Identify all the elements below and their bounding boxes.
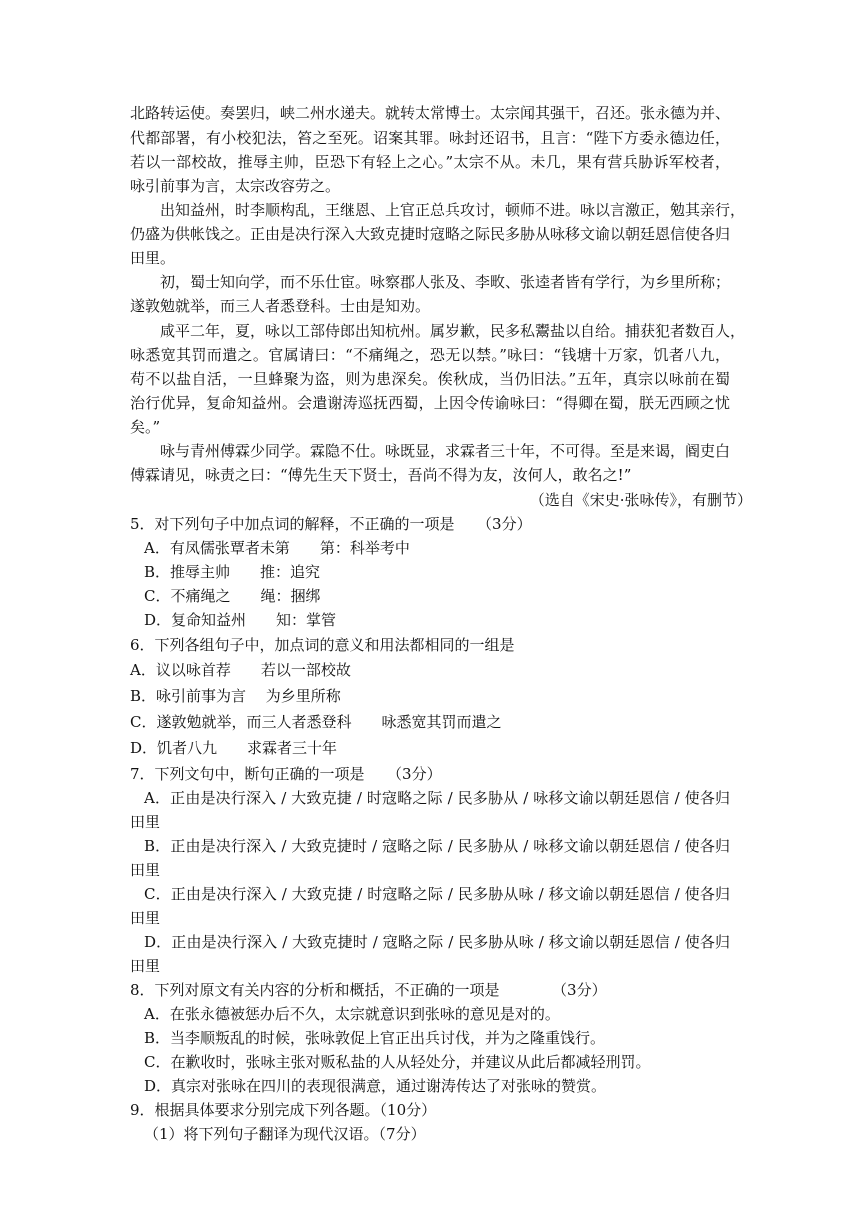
question-7-option-c-cont: 田里 bbox=[130, 909, 161, 927]
passage-line: 咏引前事为言，太宗改容劳之。 bbox=[130, 177, 341, 195]
question-5-option-c: C．不痛绳之 绳：捆绑 bbox=[144, 587, 321, 605]
passage-line: 矣。” bbox=[130, 418, 161, 436]
question-5-option-b: B．推辱主帅 推：追究 bbox=[144, 563, 321, 581]
question-7-option-a-cont: 田里 bbox=[130, 813, 161, 831]
passage-line: 田里。 bbox=[130, 249, 176, 267]
passage-line: 咏与青州傅霖少同学。霖隐不仕。咏既显，求霖者三十年，不可得。至是来谒，阍吏白 bbox=[160, 442, 731, 460]
question-7-option-c: C．正由是决行深入 / 大致克捷 / 时寇略之际 / 民多胁从咏 / 移文谕以朝廷恩信 / 使各归 bbox=[144, 885, 730, 903]
question-8-option-d: D．真宗对张咏在四川的表现很满意，通过谢涛传达了对张咏的赞赏。 bbox=[144, 1077, 607, 1095]
question-7-option-d: D．正由是决行深入 / 大致克捷时 / 寇略之际 / 民多胁从咏 / 移文谕以朝廷恩信 / 使各归 bbox=[144, 933, 730, 951]
question-5-option-d: D．复命知益州 知：掌管 bbox=[144, 611, 337, 629]
question-5-option-a: A．有凤儒张覃者未第 第：科举考中 bbox=[144, 539, 410, 557]
passage-line: 苟不以盐自活，一旦蜂聚为盗，则为患深矣。俟秋成，当仍旧法。”五年，真宗以咏前在蜀 bbox=[130, 370, 730, 388]
question-5-stem: 5．对下列句子中加点词的解释，不正确的一项是 （3分） bbox=[130, 515, 532, 533]
passage-line: 出知益州，时李顺构乱，王继恩、上官正总兵攻讨，顿师不进。咏以言激正，勉其亲行， bbox=[160, 201, 746, 219]
question-9-stem: 9．根据具体要求分别完成下列各题。（10分） bbox=[130, 1101, 437, 1119]
passage-line: 若以一部校故，推辱主帅，臣恐下有轻上之心。”太宗不从。未几，果有营兵胁诉军校者， bbox=[130, 153, 730, 171]
passage-line: 咏悉宽其罚而遣之。官属请曰：“不痛绳之，恐无以禁。”咏曰：“钱塘十万家，饥者八九， bbox=[130, 346, 730, 364]
question-7-option-d-cont: 田里 bbox=[130, 957, 161, 975]
question-7-option-b-cont: 田里 bbox=[130, 861, 161, 879]
question-6-stem: 6．下列各组句子中，加点词的意义和用法都相同的一组是 bbox=[130, 636, 515, 654]
passage-line: 初，蜀士知向学，而不乐仕宦。咏察郡人张及、李畋、张逵者皆有学行，为乡里所称； bbox=[160, 273, 731, 291]
question-8-option-a: A．在张永德被惩办后不久，太宗就意识到张咏的意见是对的。 bbox=[144, 1005, 560, 1023]
passage-line: 北路转运使。奏罢归，峡二州水递夫。就转太常博士。太宗闻其强干，召还。张永德为并、 bbox=[130, 104, 731, 122]
passage-source: （选自《宋史·张咏传》，有删节） bbox=[529, 491, 752, 509]
question-9-subquestion-1: （1）将下列句子翻译为现代汉语。（7分） bbox=[144, 1125, 426, 1143]
question-6-option-c: C．遂敦勉就举，而三人者悉登科 咏悉宽其罚而遣之 bbox=[130, 713, 502, 731]
passage-line: 治行优异，复命知益州。会遣谢涛巡抚西蜀，上因令传谕咏曰：“得卿在蜀，朕无西顾之忧 bbox=[130, 394, 730, 412]
passage-line: 代都部署，有小校犯法，笞之至死。诏案其罪。咏封还诏书，且言：“陛下方委永德边任， bbox=[130, 129, 730, 147]
question-6-option-d: D．饥者八九 求霖者三十年 bbox=[130, 739, 338, 757]
question-7-option-b: B．正由是决行深入 / 大致克捷时 / 寇略之际 / 民多胁从 / 咏移文谕以朝廷恩信 / 使各归 bbox=[144, 837, 730, 855]
question-8-option-c: C．在歉收时，张咏主张对贩私盐的人从轻处分，并建议从此后都减轻刑罚。 bbox=[144, 1053, 651, 1071]
passage-line: 遂敦勉就举，而三人者悉登科。士由是知劝。 bbox=[130, 297, 431, 315]
question-6-option-a: A．议以咏首荐 若以一部校故 bbox=[130, 661, 351, 679]
passage-line: 咸平二年，夏，咏以工部侍郎出知杭州。属岁歉，民多私鬻盐以自给。捕获犯者数百人， bbox=[160, 322, 746, 340]
passage-line: 傅霖请见，咏责之曰：“傅先生天下贤士，吾尚不得为友，汝何人，敢名之!” bbox=[130, 466, 632, 484]
question-8-option-b: B．当李顺叛乱的时候，张咏敦促上官正出兵讨伐，并为之隆重饯行。 bbox=[144, 1029, 606, 1047]
question-7-option-a: A．正由是决行深入 / 大致克捷 / 时寇略之际 / 民多胁从 / 咏移文谕以朝廷恩信 / 使各归 bbox=[144, 789, 730, 807]
question-7-stem: 7．下列文句中，断句正确的一项是 （3分） bbox=[130, 765, 442, 783]
passage-line: 仍盛为供帐饯之。正由是决行深入大致克捷时寇略之际民多胁从咏移文谕以朝廷恩信使各归 bbox=[130, 225, 731, 243]
question-6-option-b: B．咏引前事为言 为乡里所称 bbox=[130, 687, 341, 705]
question-8-stem: 8．下列对原文有关内容的分析和概括，不正确的一项是 （3分） bbox=[130, 981, 607, 999]
